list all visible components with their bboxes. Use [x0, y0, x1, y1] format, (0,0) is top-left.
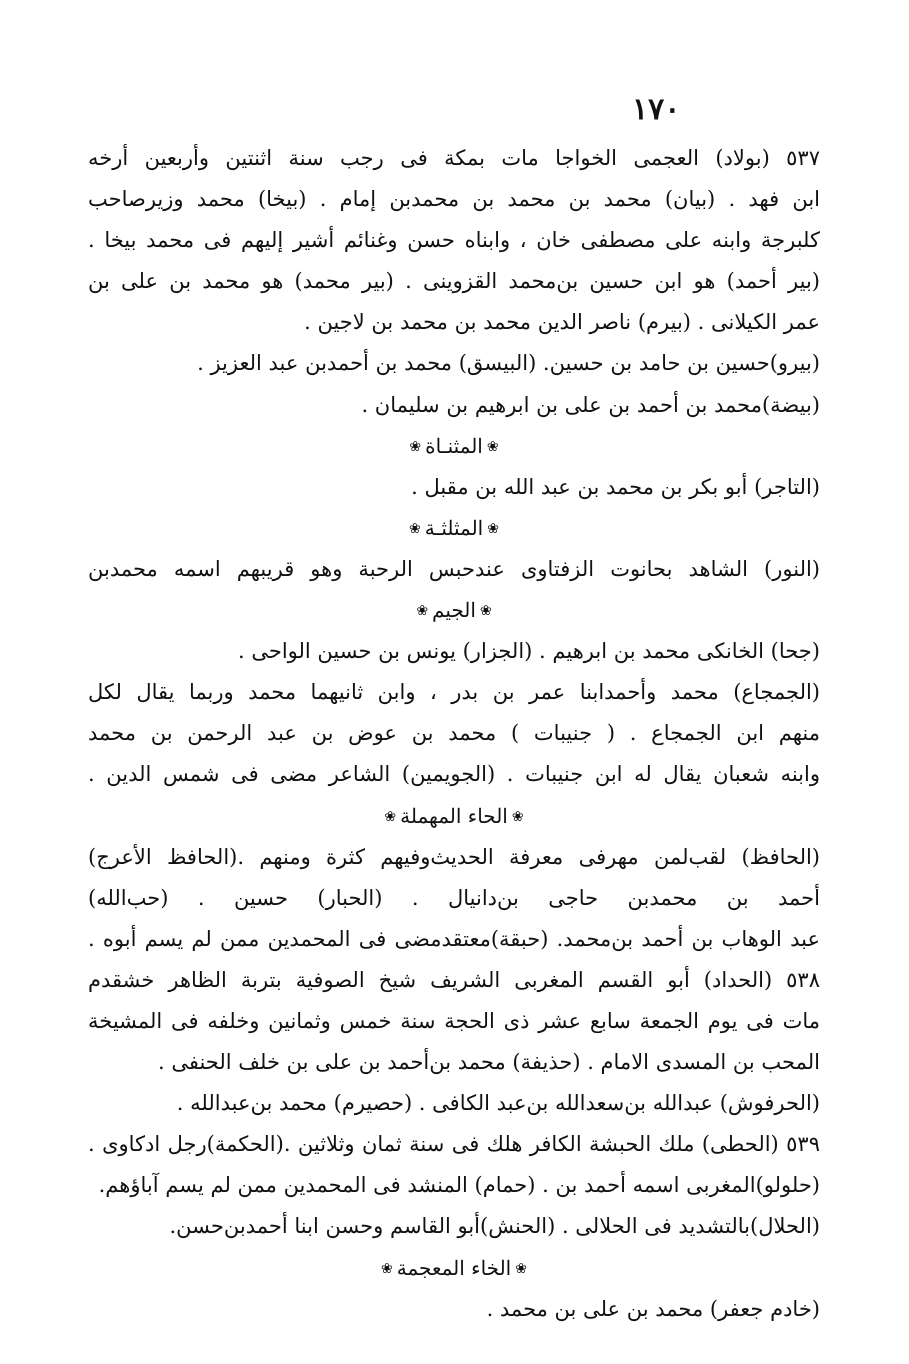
text-line: (بيضة)محمد بن أحمد بن على بن ابرهيم بن سليمان .: [361, 392, 820, 417]
text-line: وابنه شعبان يقال له ابن جنيبات . (الجويمين) الشاعر مضى فى شمس الدين .: [88, 762, 820, 787]
text-line: منهم ابن الجمجاع . ( جنيبات ) محمد بن عوض بن عبد الرحمن بن محمد: [88, 721, 820, 746]
section-heading: [88, 1248, 820, 1289]
ornament-icon: ❀: [381, 1260, 393, 1277]
ornament-icon: ❀: [515, 1260, 527, 1277]
text-line: (حلولو)المغربى اسمه أحمد بن . (حمام) المنشد فى المحمدين ممن لم يسم آباؤهم.: [98, 1173, 820, 1198]
section-heading-text: الخاء المعجمة: [396, 1255, 512, 1280]
text-line: (بيرو)حسين بن حامد بن حسين. (البيسق) محمد بن أحمدبن عبد العزيز .: [197, 351, 820, 376]
page-text: [88, 138, 820, 1330]
section-heading-text: المثنـاة: [425, 433, 483, 458]
page-number: ١٧٠: [632, 92, 681, 127]
text-line: (الحلال)بالتشديد فى الحلالى . (الحنش)أبو القاسم وحسن ابنا أحمدبن‌حسن.: [169, 1214, 820, 1239]
ornament-icon: ❀: [511, 808, 524, 825]
ornament-icon: ❀: [486, 438, 499, 455]
text-line: عمر الكيلانى . (بيرم) ناصر الدين محمد بن محمد بن لاجين .: [304, 310, 820, 335]
ornament-icon: ❀: [409, 438, 422, 455]
text-line: (الجمجاع) محمد وأحمدابنا عمر بن بدر ، وابن ثانيهما محمد وربما يقال لكل: [88, 680, 820, 705]
text-line: ٥٣٩ (الحطى) ملك الحبشة الكافر هلك فى سنة ثمان وثلاثين .(الحكمة)رجل ادكاوى .: [88, 1132, 820, 1157]
text-line: أحمد بن محمدبن حاجى بن‌دانيال . (الحبار) حسين . (حب‌الله): [88, 885, 820, 910]
section-heading: [88, 796, 820, 837]
text-line: (بير أحمد) هو ابن حسين بن‌محمد القزوينى . (بير محمد) هو محمد بن على بن: [88, 269, 820, 294]
text-line: ٥٣٨ (الحداد) أبو القسم المغربى الشريف شيخ الصوفية بتربة الظاهر خشقدم: [88, 967, 820, 992]
text-line: مات فى يوم الجمعة سابع عشر ذى الحجة سنة خمس وثمانين وخلفه فى المشيخة: [88, 1008, 820, 1033]
text-line: ٥٣٧ (بولاد) العجمى الخواجا مات بمكة فى رجب سنة اثنتين وأربعين أرخه: [88, 146, 820, 170]
section-heading: [88, 426, 820, 467]
section-heading-text: المثلثـة: [424, 515, 484, 540]
text-line: (التاجر) أبو بكر بن محمد بن عبد الله بن مقبل .: [411, 474, 820, 499]
text-line: (جحا) الخانكى محمد بن ابرهيم . (الجزار) يونس بن حسين الواحى .: [237, 639, 820, 664]
ornament-icon: ❀: [384, 808, 397, 825]
section-heading: [88, 590, 820, 631]
ornament-icon: ❀: [416, 603, 429, 620]
text-line: عبد الوهاب بن أحمد بن‌محمد. (حبقة)معتقدمضى فى المحمدين ممن لم يسم أبوه .: [88, 926, 820, 951]
text-line: المحب بن المسدى الامام . (حذيفة) محمد بن‌أحمد بن على بن خلف الحنفى .: [157, 1050, 820, 1075]
ornament-icon: ❀: [487, 520, 499, 537]
ornament-icon: ❀: [479, 603, 492, 620]
section-heading-text: الجيم: [432, 598, 476, 623]
text-line: (النور) الشاهد بحانوت الزفتاوى عندحبس الرحبة وهو قريبهم اسمه محمدبن: [88, 556, 820, 581]
text-line: (الحرفوش) عبدالله بن‌سعدالله بن‌عبد الكافى . (حصيرم) محمد بن‌عبدالله .: [176, 1091, 820, 1116]
section-heading-text: الحاء المهملة: [400, 803, 508, 828]
section-heading: [88, 508, 820, 549]
text-line: ابن فهد . (بيان) محمد بن محمد بن محمدبن إمام . (بيخا) محمد وزيرصاحب: [88, 187, 820, 212]
text-line: (خادم جعفر) محمد بن على بن محمد .: [486, 1296, 820, 1321]
text-line: كلبرجة وابنه على مصطفى خان ، وابناه حسن وغنائم أشير إليهم فى محمد بيخا .: [88, 228, 820, 253]
text-line: (الحافظ) لقب‌لمن مهرفى معرفة الحديث‌وفيهم كثرة ومنهم .(الحافظ الأعرج): [88, 844, 820, 869]
ornament-icon: ❀: [409, 520, 421, 537]
